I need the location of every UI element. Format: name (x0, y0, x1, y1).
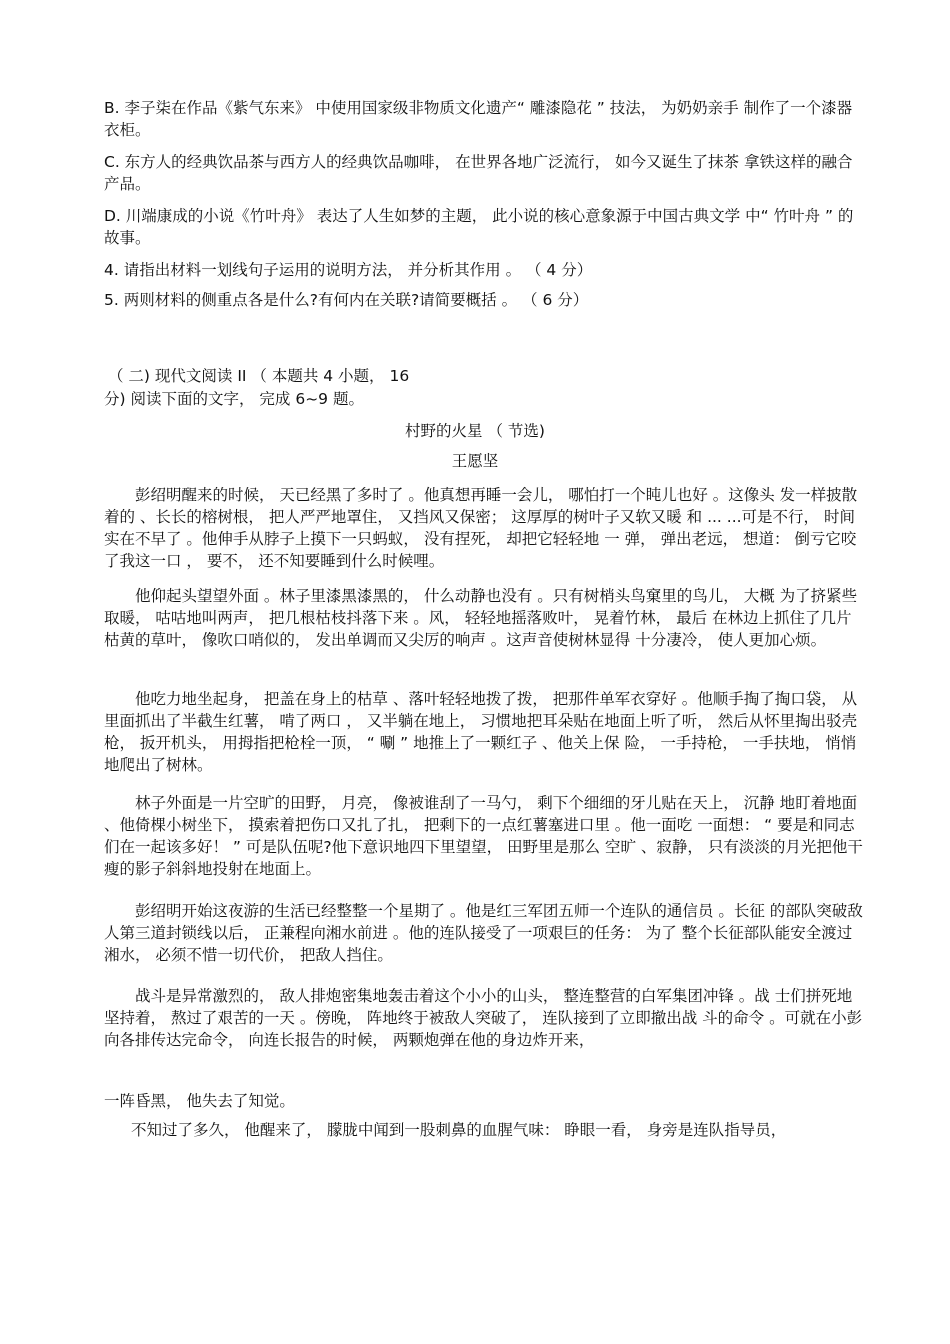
paragraph-8: 不知过了多久， 他醒来了， 朦胧中闻到一股刺鼻的血腥气味： 睁眼一看， 身旁是连队指导员， (131, 1121, 787, 1139)
question-5: 5. 两则材料的侧重点各是什么?有何内在关联?请简要概括 。 （ 6 分） (104, 291, 589, 309)
option-d: D. 川端康成的小说《竹叶舟》 表达了人生如梦的主题， 此小说的核心意象源于中国古典文学 中“ 竹叶舟 ” 的故事。 (104, 207, 854, 247)
paragraph-7: 一阵昏黑， 他失去了知觉。 (104, 1092, 295, 1110)
article-title: 村野的火星 （ 节选) (405, 422, 545, 440)
option-b: B. 李子柒在作品《紫气东来》 中使用国家级非物质文化遗产“ 雕漆隐花 ” 技法， 为奶奶亲手 制作了一个漆器衣柜。 (104, 99, 853, 139)
paragraph-4: 林子外面是一片空旷的田野， 月亮， 像被谁刮了一马勺， 剩下个细细的牙儿贴在天上， 沉静 地盯着地面 、他倚棵小树坐下， 摸索着把伤口又扎了扎， 把剩下的一点红薯塞进口里 。他一面吃 一面想： “ 要是和同志们在一起该多好！ ” 可是队伍呢?他下意识地四下里望望， 田野里是那么 空旷 、寂静， 只有淡淡的月光把他干瘦的影子斜斜地投射在地面上。 (104, 794, 863, 878)
article-author: 王愿坚 (451, 452, 499, 470)
question-4: 4. 请指出材料一划线句子运用的说明方法， 并分析其作用 。 （ 4 分） (104, 261, 593, 279)
section-instruction: 分) 阅读下面的文字， 完成 6~9 题。 (104, 390, 364, 408)
paragraph-3: 他吃力地坐起身， 把盖在身上的枯草 、落叶轻轻地拨了拨， 把那件单军衣穿好 。他顺手掏了掏口袋， 从里面抓出了半截生红薯， 啃了两口 ， 又半躺在地上， 习惯地把耳朵贴在地面上听了听， 然后从怀里掏出驳壳枪， 扳开机头， 用拇指把枪栓一顶， “ 唰 ” 地推上了一颗红子 、他关上保 险， 一手持枪， 一手扶地， 悄悄地爬出了树林。 (104, 690, 858, 774)
paragraph-6: 战斗是异常激烈的， 敌人排炮密集地轰击着这个小小的山头， 整连整营的白军集团冲锋 。战 士们拼死地坚持着， 熬过了艰苦的一天 。傍晚， 阵地终于被敌人突破了， 连队接到了立即撤出战 斗的命令 。可就在小彭向各排传达完命令， 向连长报告的时候， 两颗炮弹在他的身边炸开来， (104, 987, 863, 1049)
option-c: C. 东方人的经典饮品茶与西方人的经典饮品咖啡， 在世界各地广泛流行， 如今又诞生了抹茶 拿铁这样的融合产品。 (104, 153, 853, 193)
paragraph-5: 彭绍明开始这夜游的生活已经整整一个星期了 。他是红三军团五师一个连队的通信员 。长征 的部队突破敌人第三道封锁线以后， 正兼程向湘水前进 。他的连队接受了一项艰巨的任务： 为了 整个长征部队能安全渡过湘水， 必须不惜一切代价， 把敌人挡住。 (104, 902, 863, 964)
paragraph-2: 他仰起头望望外面 。林子里漆黑漆黑的， 什么动静也没有 。只有树梢头鸟窠里的鸟儿， 大概 为了挤紧些取暖， 咕咕地叫两声， 把几根枯枝抖落下来 。风， 轻轻地摇落败叶， 晃着竹林， 最后 在林边上抓住了几片枯黄的草叶， 像吹口哨似的， 发出单调而又尖厉的响声 。这声音使树林显得 十分凄冷， 使人更加心烦。 (104, 587, 858, 649)
paragraph-1: 彭绍明醒来的时候， 天已经黑了多时了 。他真想再睡一会儿， 哪怕打一个盹儿也好 。这像头 发一样披散着的 、长长的榕树根， 把人严严地罩住， 又挡风又保密； 这厚厚的树叶子又软又暖 和 ... ...可是不行， 时间实在不早了 。他伸手从脖子上摸下一只蚂蚁， 没有捏死， 却把它轻轻地 一 弹， 弹出老远， 想道： 倒亏它咬了我这一口 ， 要不， 还不知要睡到什么时候哩。 (104, 486, 858, 570)
section-heading: （ 二) 现代文阅读 II （ 本题共 4 小题， 16 (108, 367, 410, 385)
